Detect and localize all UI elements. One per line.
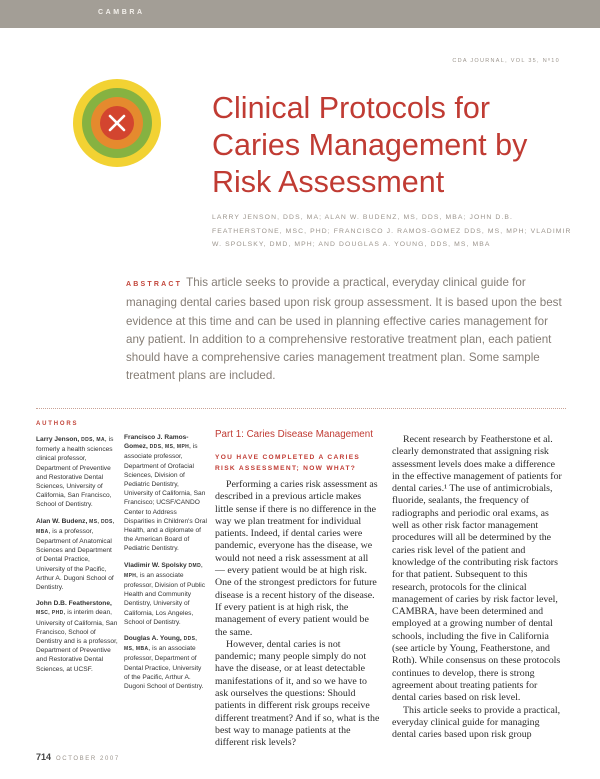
section-header-bar <box>0 0 600 28</box>
abstract-text: This article seeks to provide a practical, everyday clinical guide for managing dental caries based upon risk group assessment. It is based upon the best evidence at this time and can be used in planning effective caries management for any patient. In addition to a comprehensive restorative treatment plan, each patient should have a comprehensive caries management treatment plan. Some sample treatment plans are included. <box>126 276 562 383</box>
article-title: Clinical Protocols for Caries Management by Risk Assessment <box>212 91 528 199</box>
body-column-2 <box>392 434 562 741</box>
abstract <box>126 274 566 386</box>
author-list: LARRY JENSON, DDS, MA; ALAN W. BUDENZ, MS, DDS, MBA; JOHN D.B. FEATHERSTONE, MSC, PHD; FRANCISCO J. RAMOS-GOMEZ DDS, MS, MPH; VLADIMIR W. SPOLSKY, DMD, MPH; AND DOUGLAS A. YOUNG, DDS, MS, MBA <box>212 214 572 248</box>
issue-date: OCTOBER 2007 <box>56 756 120 762</box>
author-bio: Vladimir W. Spolsky DMD, MPH, is an associate professor, Division of Public Health and Community Dentistry, University of California, Los Angeles, School of Dentistry. <box>124 561 205 626</box>
author-bios-column-1 <box>36 421 119 681</box>
body-column-1 <box>215 421 380 750</box>
subheading: YOU HAVE COMPLETED A CARIES RISK ASSESSMENT; NOW WHAT? <box>215 454 361 472</box>
author-bios-column-2 <box>124 433 208 698</box>
page-footer <box>36 752 120 762</box>
section-divider <box>36 408 566 409</box>
part-heading: Part 1: Caries Disease Management <box>215 429 373 440</box>
author-bio: John D.B. Featherstone, MSC, PHD, is interim dean, University of California, San Francisco, School of Dentistry and is a professor, Department of Preventive and Restorative Dental Sciences, at UCSF. <box>36 600 118 673</box>
author-bio: Larry Jenson, DDS, MA, is formerly a health sciences clinical professor, Department of Preventive and Restorative Dental Sciences, University of California, San Francisco, School of Dentistry. <box>36 436 114 509</box>
body-paragraph: Recent research by Featherstone et al. clearly demonstrated that assigning risk assessment levels does make a difference in the effective management of patients for dental caries.¹ The use of antimicrobials, fluoride, sealants, the frequency of radiographs and periodic oral exams, as well as other risk factor management procedures will all be determined by the caries risk level of the patient and knowledge of the contributing risk factors for that patient. Subsequent to this research, protocols for the clinical management of caries by risk factor level, CAMBRA, have been determined and employed at a growing number of dental schools, including the five in California (see article by Young, Featherstone, and Roth). While consensus on these protocols continues to develop, there is strong agreement about treating patients for dental caries based on risk level. <box>392 434 562 704</box>
section-label: CAMBRA <box>98 9 145 16</box>
author-bio: Alan W. Budenz, MS, DDS, MBA, is a professor, Department of Anatomical Sciences and Department of Dental Practice, University of the Pacific, Arthur A. Dugoni School of Dentistry. <box>36 517 115 592</box>
body-paragraph: Performing a caries risk assessment as described in a previous article makes little sense if there is no difference in the way we plan treatment for individual patients. Indeed, if dental caries were pandemic, everyone has the disease, we would not need a risk assessment at all — every patient would be at high risk. One of the strongest predictors for future disease is a recent history of the disease. If every patient is at high risk, the management of every patient would be the same. <box>215 479 378 638</box>
author-bio: Douglas A. Young, DDS, MS, MBA, is an associate professor, Department of Dental Practice, University of the Pacific, Arthur A. Dugoni School of Dentistry. <box>124 635 204 691</box>
authors-heading: AUTHORS <box>36 421 79 427</box>
author-bio: Francisco J. Ramos-Gomez, DDS, MS, MPH, is associate professor, Department of Orofacial Sciences, Division of Pediatric Dentistry, University of California, San Francisco; UCSF/CANDO Center to Address Disparities in Children's Oral Health, and a diplomate of the American Board of Pediatric Dentistry. <box>124 434 207 553</box>
abstract-label: ABSTRACT <box>126 281 183 288</box>
page-number: 714 <box>36 752 52 762</box>
body-paragraph: However, dental caries is not pandemic; many people simply do not have the disease, or at least detectable manifestations of it, and so we have to ask ourselves the questions: Should patients in different risk groups receive different treatment? And if so, what is the best way to manage patients at the different risk levels? <box>215 638 380 749</box>
body-paragraph: This article seeks to provide a practical, everyday clinical guide for managing dental caries based upon risk group <box>392 704 561 741</box>
cambra-target-icon <box>72 78 162 168</box>
journal-running-head: CDA JOURNAL, VOL 35, Nº10 <box>452 58 560 64</box>
